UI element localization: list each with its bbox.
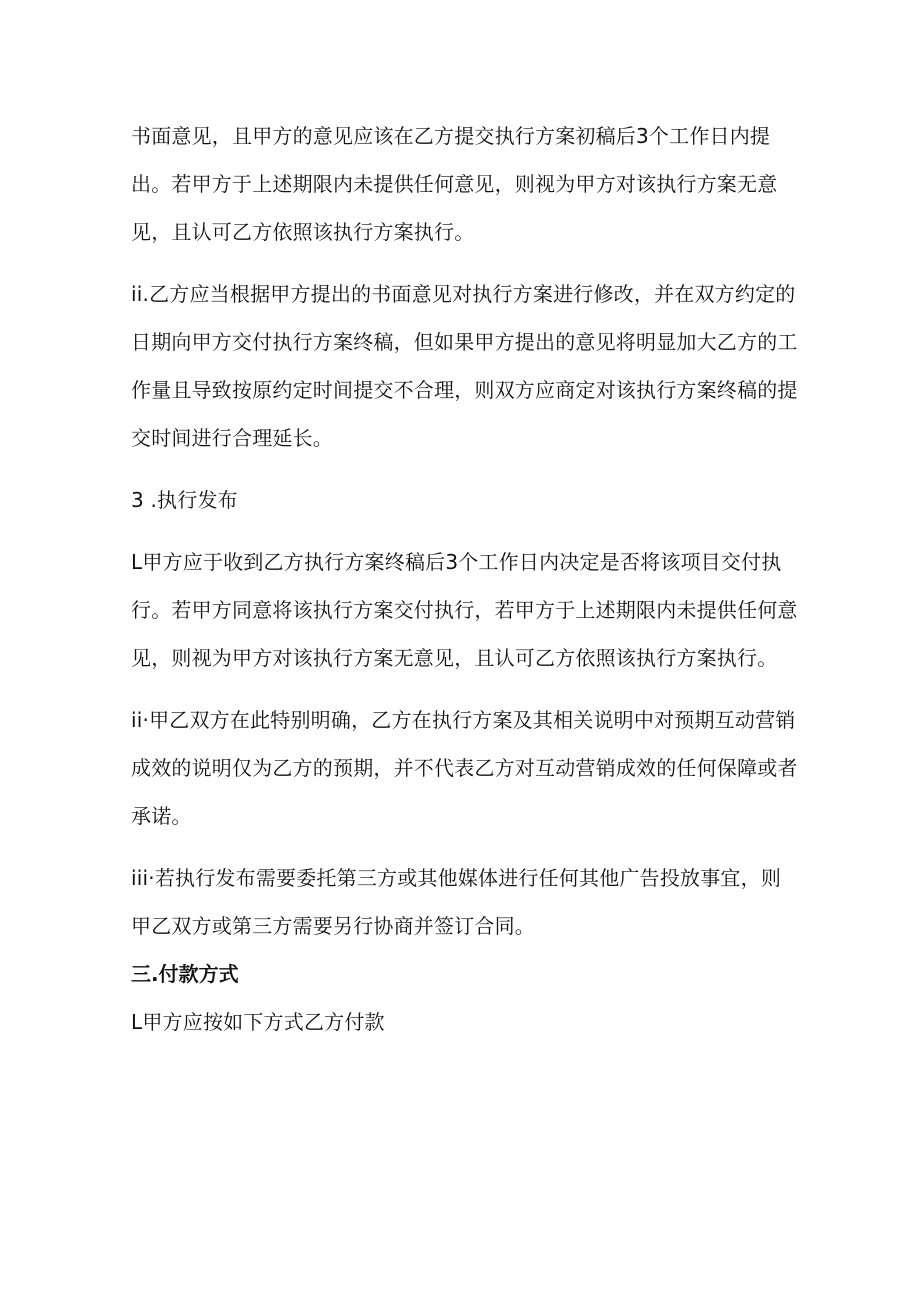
paragraph-revision-final-draft: ii.乙方应当根据甲方提出的书面意见对执行方案进行修改，并在双方约定的日期向甲方交付执行方案终稿，但如果甲方提出的意见将明显加大乙方的工作量且导致按原约定时间提交不合理，则双方应商定对该执行方案终稿的提交时间进行合理延长。 — [131, 282, 798, 450]
paragraph-payment-intro: L甲方应按如下方式乙方付款 — [131, 1010, 385, 1034]
paragraph-decision-deadline: L甲方应于收到乙方执行方案终稿后3个工作日内决定是否将该项目交付执行。若甲方同意将该执行方案交付执行，若甲方于上述期限内未提供任何意见，则视为甲方对该执行方案无意见，且认可乙方依照该执行方案执行。 — [131, 550, 798, 670]
paragraph-opinion-deadline: 书面意见，且甲方的意见应该在乙方提交执行方案初稿后3个工作日内提出。若甲方于上述期限内未提供任何意见，则视为甲方对该执行方案无意见，且认可乙方依照该执行方案执行。 — [131, 124, 778, 244]
document-body — [131, 112, 801, 1046]
paragraph-third-party-contract: iii·若执行发布需要委托第三方或其他媒体进行任何其他广告投放事宜，则甲乙双方或第三方需要另行协商并签订合同。 — [131, 866, 782, 938]
paragraph-expected-effect: ii·甲乙双方在此特别明确，乙方在执行方案及其相关说明中对预期互动营销成效的说明仅为乙方的预期，并不代表乙方对互动营销成效的任何保障或者承诺。 — [131, 708, 798, 828]
section-heading-payment-method: 三.付款方式 — [131, 962, 239, 986]
subsection-heading-execution-release: 3 .执行发布 — [131, 488, 238, 512]
